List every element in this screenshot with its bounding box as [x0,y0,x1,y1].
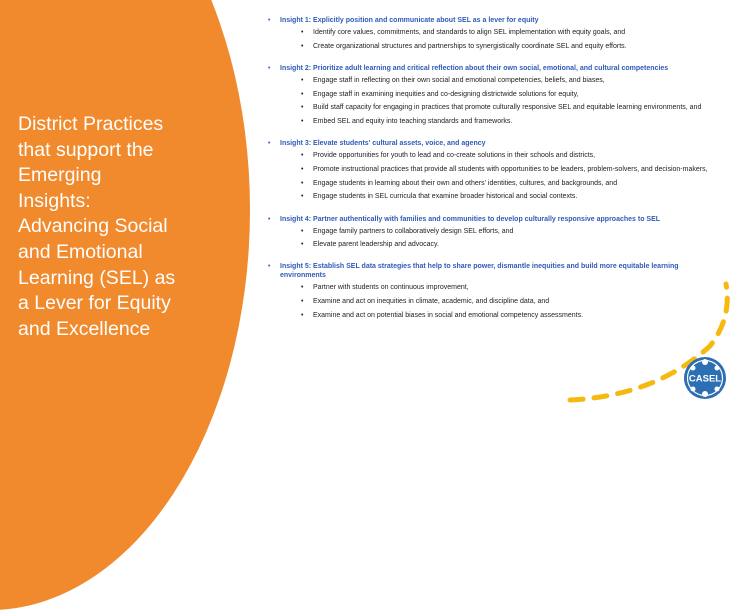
insight-heading-text: Insight 4: Partner authentically with families and communities to develop culturally responsive approaches to SEL [280,215,661,223]
bullet-icon: • [301,118,304,126]
bullet-icon: • [301,193,304,201]
bullet-icon: • [301,76,304,84]
insight-heading-text: Insight 2: Prioritize adult learning and critical reflection about their own social, emotional, and cultural competencies [280,64,669,72]
title-line: Advancing Social [18,215,168,238]
insight-1 [268,16,723,51]
insight-heading [268,139,723,148]
list-item [268,90,723,99]
insight-2 [268,64,723,126]
list-item-text: Engage staff in reflecting on their own social and emotional competencies, beliefs, and biases, [313,76,605,84]
list-item-text: Partner with students on continuous improvement, [313,284,469,292]
bullet-icon: • [268,64,271,72]
insight-items [268,76,723,126]
bullet-icon: • [301,241,304,249]
title-line: Learning (SEL) as [18,266,176,289]
list-item-text: Examine and act on potential biases in social and emotional competency assessments. [313,311,584,319]
bullet-icon: • [268,263,271,271]
insight-4 [268,215,723,250]
list-item [268,103,723,112]
bullet-icon: • [301,29,304,36]
list-item-text: Engage students in learning about their own and others' identities, cultures, and backgrounds, and [313,179,618,187]
list-item-text: Engage family partners to collaboratively design SEL efforts, and [313,227,514,235]
title-line: a Lever for Equity [18,292,171,315]
list-item [268,117,723,126]
list-item-text: Engage students in SEL curricula that examine broader historical and social contexts. [313,193,578,201]
list-item [268,192,723,201]
insight-3 [268,139,723,201]
list-item-text: Examine and act on inequities in climate, academic, and discipline data, and [313,298,550,306]
bullet-icon: • [301,90,304,98]
list-item-text: Provide opportunities for youth to lead and co-create solutions in their schools and districts, [313,152,596,160]
insight-heading-text: Insight 1: Explicitly position and communicate about SEL as a lever for equity [280,17,539,24]
title-line: Insights: [18,189,91,212]
bullet-icon: • [301,227,304,235]
list-item [268,28,723,37]
list-item-text: Identify core values, commitments, and standards to align SEL implementation with equity goals, and [313,29,626,36]
bullet-icon: • [268,140,271,148]
insight-heading [268,64,723,73]
list-item-text: Build staff capacity for engaging in practices that promote culturally responsive SEL and equitable learning environments, and [313,104,702,112]
list-item [268,76,723,85]
casel-logo [683,356,727,400]
list-item [268,240,723,249]
insight-heading [268,16,723,25]
bullet-icon: • [301,284,304,292]
bullet-icon: • [301,104,304,112]
insight-items [268,227,723,250]
casel-logo-text: CASEL [688,373,722,385]
list-item [268,165,723,174]
title-line: and Excellence [18,317,151,340]
title-line: Emerging [18,164,102,187]
title-line: District Practices [18,113,164,135]
list-item-text: Embed SEL and equity into teaching standards and frameworks. [313,118,513,126]
bullet-icon: • [301,42,304,50]
insight-heading [268,215,723,224]
bullet-icon: • [301,179,304,187]
list-item-text: Elevate parent leadership and advocacy. [313,241,439,249]
list-item-text: Create organizational structures and partnerships to synergistically coordinate SEL and equity efforts. [313,42,627,50]
insight-items [268,28,723,51]
bullet-icon: • [301,298,304,306]
list-item-text: Engage staff in examining inequities and co-designing districtwide solutions for equity, [313,90,579,98]
slide-title [18,112,213,342]
list-item [268,227,723,236]
bullet-icon: • [301,152,304,160]
list-item [268,151,723,160]
insight-heading-text: Insight 3: Elevate students' cultural assets, voice, and agency [280,140,486,148]
bullet-icon: • [301,311,304,319]
list-item [268,179,723,188]
list-item [268,42,723,51]
bullet-icon: • [268,17,271,24]
insight-items [268,151,723,201]
insight-heading-text: Insight 5: Establish SEL data strategies that help to share power, dismantle inequities and build more equitable learning environments [280,263,679,280]
title-line: and Emotional [18,240,143,263]
bullet-icon: • [268,215,271,223]
bullet-icon: • [301,165,304,173]
title-line: that support the [18,138,154,161]
list-item-text: Promote instructional practices that provide all students with opportunities to be leaders, problem-solvers, and decision-makers, [313,165,708,173]
